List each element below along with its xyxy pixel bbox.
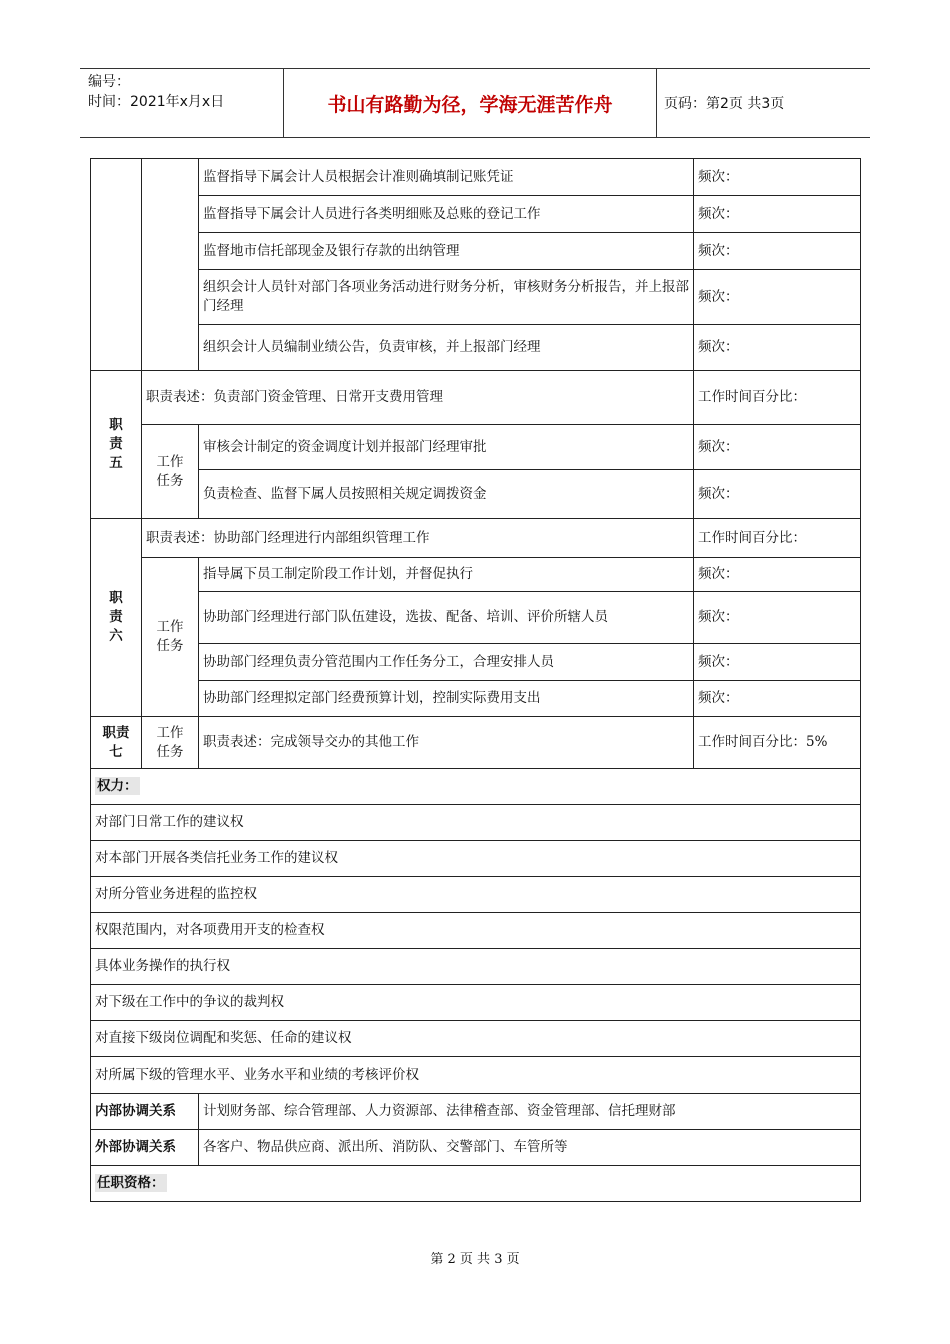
task-frequency: 频次： (694, 592, 861, 644)
task-label-part: 任务 (156, 638, 184, 654)
power-item: 对所分管业务进程的监控权 (91, 877, 861, 913)
task-text: 组织会计人员针对部门各项业务活动进行财务分析，审核财务分析报告，并上报部门经理 (199, 270, 694, 325)
header-page-number: 页码：第2页 共3页 (664, 96, 785, 112)
powers-title (91, 769, 861, 805)
duty5-description: 职责表述：负责部门资金管理、日常开支费用管理 (142, 371, 694, 425)
table-row (91, 325, 861, 371)
task-text: 组织会计人员编制业绩公告，负责审核，并上报部门经理 (199, 325, 694, 371)
table-row (91, 949, 861, 985)
duty7-label-part: 职责 (102, 724, 130, 741)
task-text: 监督指导下属会计人员进行各类明细账及总账的登记工作 (199, 196, 694, 233)
table-row (91, 717, 861, 769)
duty6-description: 职责表述：协助部门经理进行内部组织管理工作 (142, 519, 694, 558)
task-label-part: 工作 (156, 619, 184, 635)
power-item: 对直接下级岗位调配和奖惩、任命的建议权 (91, 1021, 861, 1057)
power-item: 对本部门开展各类信托业务工作的建议权 (91, 841, 861, 877)
table-row (91, 805, 861, 841)
duty7-label (91, 717, 142, 769)
task-frequency: 频次： (694, 270, 861, 325)
task-label-part: 任务 (156, 743, 184, 760)
task-text: 协助部门经理拟定部门经费预算计划，控制实际费用支出 (199, 681, 694, 717)
power-item: 具体业务操作的执行权 (91, 949, 861, 985)
duty5-label (91, 371, 142, 519)
page-footer: 第 2 页 共 3 页 (430, 1252, 520, 1267)
table-row (91, 1130, 861, 1166)
task-text: 审核会计制定的资金调度计划并报部门经理审批 (199, 425, 694, 470)
task-label-part: 任务 (156, 472, 184, 489)
duty6-label-char: 六 (109, 628, 123, 644)
qualification-title (91, 1166, 861, 1202)
task-text: 指导属下员工制定阶段工作计划，并督促执行 (199, 558, 694, 592)
table-row (91, 1094, 861, 1130)
duty5-time-percent: 工作时间百分比： (694, 371, 861, 425)
power-item: 对所属下级的管理水平、业务水平和业绩的考核评价权 (91, 1057, 861, 1094)
duty6-task-label (142, 558, 199, 717)
duty7-task-label (142, 717, 199, 769)
duty7-description: 职责表述：完成领导交办的其他工作 (199, 717, 694, 769)
header-date: 时间：2021年x月x日 (88, 94, 225, 110)
duty7-time-percent: 工作时间百分比：5% (694, 717, 861, 769)
task-frequency: 频次： (694, 558, 861, 592)
page-header (80, 68, 870, 138)
job-description-table (90, 158, 861, 1202)
table-row (91, 985, 861, 1021)
external-coordination-value: 各客户、物品供应商、派出所、消防队、交警部门、车管所等 (199, 1130, 861, 1166)
table-row (91, 1166, 861, 1202)
table-row (91, 519, 861, 558)
external-coordination-label: 外部协调关系 (91, 1130, 199, 1166)
duty6-label-char: 责 (109, 609, 123, 625)
duty5-label-char: 职 (109, 417, 123, 433)
table-row (91, 644, 861, 681)
task-frequency: 频次： (694, 470, 861, 519)
task-frequency: 频次： (694, 644, 861, 681)
duty7-label-part: 七 (109, 743, 123, 760)
internal-coordination-label: 内部协调关系 (91, 1094, 199, 1130)
task-frequency: 频次： (694, 681, 861, 717)
duty6-time-percent: 工作时间百分比： (694, 519, 861, 558)
task-frequency: 频次： (694, 325, 861, 371)
power-item: 对下级在工作中的争议的裁判权 (91, 985, 861, 1021)
qualification-title-text: 任职资格： (97, 1175, 165, 1191)
table-row (91, 681, 861, 717)
duty5-label-char: 责 (109, 436, 123, 452)
table-row (91, 425, 861, 470)
table-row (91, 841, 861, 877)
power-item: 权限范围内，对各项费用开支的检查权 (91, 913, 861, 949)
table-row (91, 159, 861, 196)
internal-coordination-value: 计划财务部、综合管理部、人力资源部、法律稽查部、资金管理部、信托理财部 (199, 1094, 861, 1130)
task-text: 监督指导下属会计人员根据会计准则确填制记账凭证 (199, 159, 694, 196)
table-row (91, 1021, 861, 1057)
table-row (91, 233, 861, 270)
duty4-task-label-cell (142, 159, 199, 371)
powers-title-text: 权力： (97, 778, 138, 794)
duty6-label (91, 519, 142, 717)
task-frequency: 频次： (694, 425, 861, 470)
duty6-label-char: 职 (109, 590, 123, 606)
table-row (91, 592, 861, 644)
table-row (91, 558, 861, 592)
task-text: 协助部门经理进行部门队伍建设，选拔、配备、培训、评价所辖人员 (199, 592, 694, 644)
task-text: 监督地市信托部现金及银行存款的出纳管理 (199, 233, 694, 270)
table-row (91, 371, 861, 425)
table-row (91, 877, 861, 913)
table-row (91, 769, 861, 805)
duty5-task-label (142, 425, 199, 519)
table-row (91, 1057, 861, 1094)
task-text: 负责检查、监督下属人员按照相关规定调拨资金 (199, 470, 694, 519)
header-meta (80, 69, 283, 137)
task-frequency: 频次： (694, 159, 861, 196)
duty4-label-cell (91, 159, 142, 371)
duty5-label-char: 五 (109, 455, 123, 471)
table-row (91, 470, 861, 519)
task-label-part: 工作 (156, 453, 184, 470)
power-item: 对部门日常工作的建议权 (91, 805, 861, 841)
table-row (91, 913, 861, 949)
task-frequency: 频次： (694, 233, 861, 270)
task-frequency: 频次： (694, 196, 861, 233)
table-row (91, 270, 861, 325)
header-number: 编号： (88, 74, 130, 90)
table-row (91, 196, 861, 233)
task-label-part: 工作 (156, 724, 184, 741)
task-text: 协助部门经理负责分管范围内工作任务分工，合理安排人员 (199, 644, 694, 681)
header-motto: 书山有路勤为径，学海无涯苦作舟 (283, 69, 657, 137)
